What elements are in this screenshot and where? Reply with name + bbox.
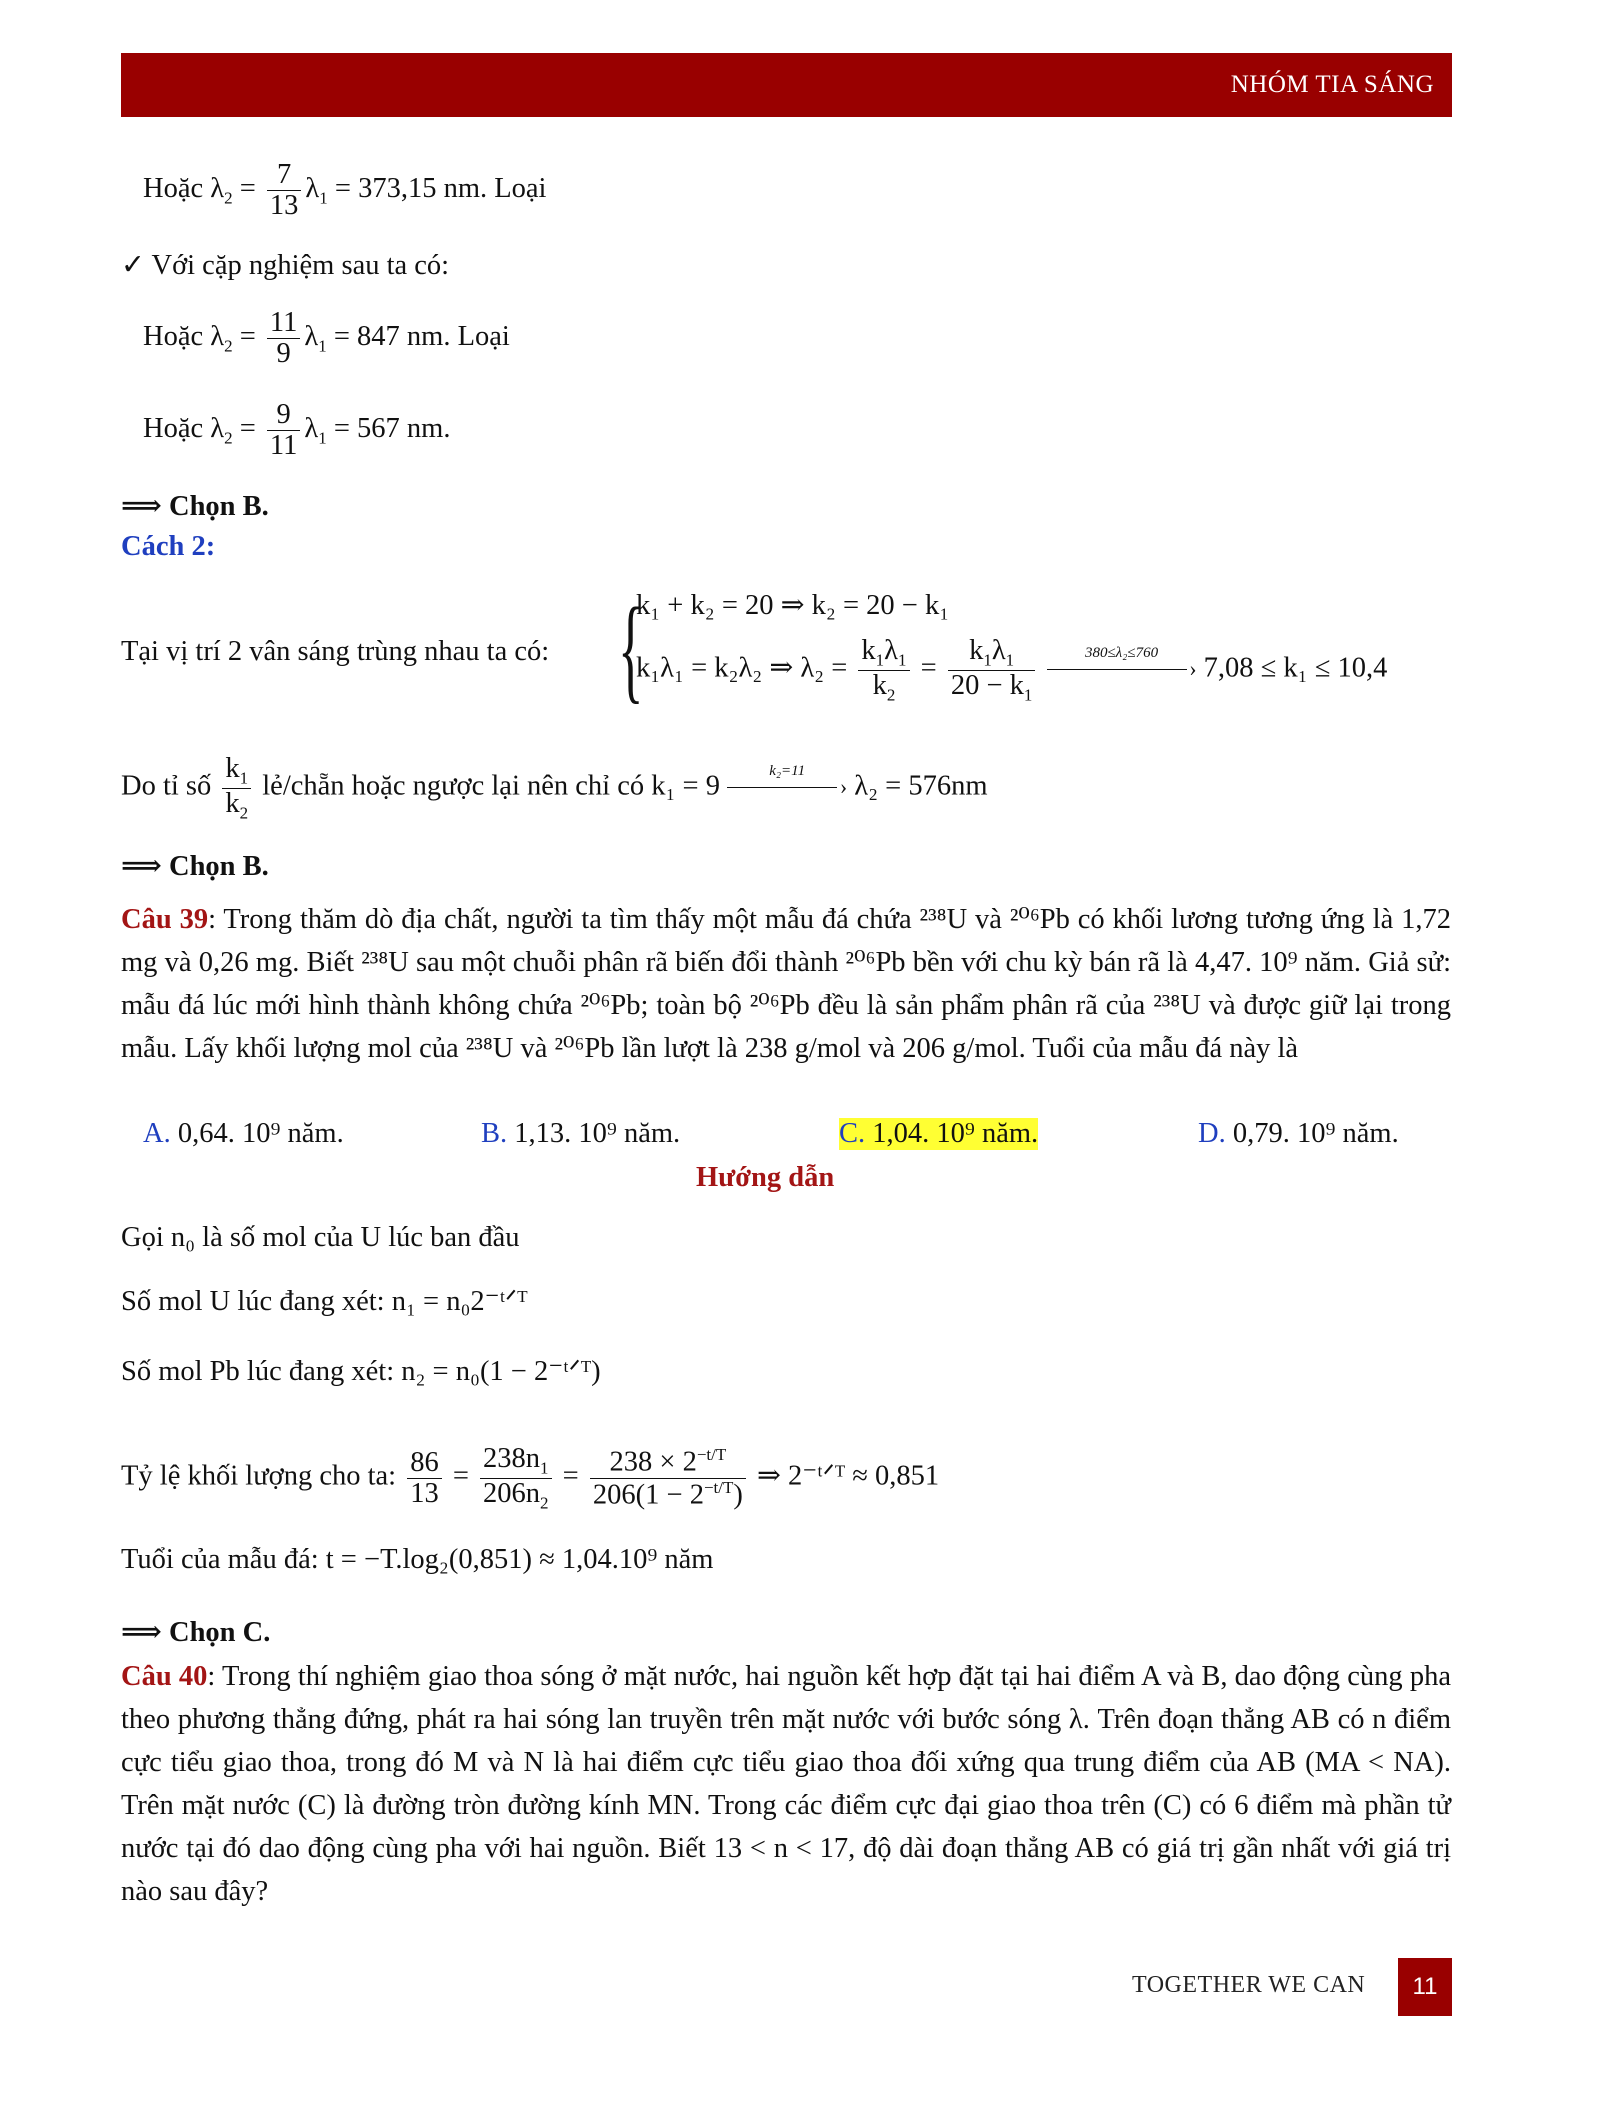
question-text: : Trong thăm dò địa chất, người ta tìm thấy một mẫu đá chứa ²³⁸U và ²⁰⁶Pb có khối lương tương ứng là 1,72 mg và 0,26 mg. Biết ²³⁸U sau một chuỗi phân rã biến đổi thành ²⁰⁶Pb bền với chu kỳ bán rã là 4,47. 10⁹ năm. Giả sử: mẫu đá lúc mới hình thành không chứa ²⁰⁶Pb; toàn bộ ²⁰⁶Pb đều là sản phẩm phân rã của ²³⁸U và được giữ lại trong mẫu. Lấy khối lượng mol của ²³⁸U và ²⁰⁶Pb lần lượt là 238 g/mol và 206 g/mol. Tuổi của mẫu đá này là [121, 904, 1451, 1064]
cach-2-heading: Cách 2: [121, 531, 216, 562]
arrow-condition: k₂=11 [769, 763, 806, 780]
option-key: C. [839, 1118, 866, 1149]
ratio-line [121, 754, 988, 822]
page-number: 11 [1398, 1958, 1452, 2016]
formula: $\lambda_2$ = $\frac{9}{11}$ $\lambda_1$ [210, 399, 327, 461]
question-text: : Trong thí nghiệm giao thoa sóng ở mặt nước, hai nguồn kết hợp đặt tại hai điểm A và B, dao động cùng pha theo phương thẳng đứng, phát ra hai sóng lan truyền trên mặt nước với bước sóng λ. Trên đoạn thẳng AB có n điểm cực tiểu giao thoa, trong đó M và N là hai điểm cực tiểu giao thoa đối xứng qua trung điểm của AB (MA < NA). Trên mặt nước (C) là đường tròn đường kính MN. Trong các điểm cực đại giao thoa trên (C) có 6 điểm mà phần tử nước tại đó dao động cùng pha với hai nguồn. Biết 13 < n < 17, độ dài đoạn thẳng AB có giá trị gần nhất với giá trị nào sau đây? [121, 1661, 1451, 1907]
option-text: 1,13. 10⁹ năm. [514, 1118, 681, 1149]
guide-math: ⇒ 2⁻ᵗᐟᵀ ≈ 0,851 [757, 1460, 940, 1492]
option-key: D. [1198, 1118, 1226, 1149]
ratio-arrow: k₂=11 › [727, 773, 847, 803]
guide-math: n₁ = n₀2⁻ᵗᐟᵀ [391, 1286, 528, 1317]
hoac-line-3 [143, 400, 450, 461]
hoac-label: Hoặc [143, 172, 204, 204]
question-39 [121, 898, 1451, 1070]
guide-line-5 [121, 1544, 713, 1576]
fraction: $\frac{238 \times 2^{-t/T}}{206(1 - 2^{-t/T})}$ [590, 1446, 746, 1510]
guide-math: n₂ = n₀(1 − 2⁻ᵗᐟᵀ) [401, 1356, 601, 1387]
formula-result: = 373,15 nm. Loại [334, 172, 547, 204]
chon-b-2: ⟹ Chọn B. [121, 851, 269, 882]
guide-title: Hướng dẫn [696, 1162, 835, 1193]
formula: $\lambda_2$ = $\frac{7}{13}$ $\lambda_1$ [210, 159, 328, 221]
guide-line-4: Tỷ lệ khối lượng cho ta: $\frac{86}{13}$ = $\frac{238n_1}{206n_2}$ = $\frac{238 \times 2^{-t/T}}{206(1 - 2^{-t/T})}$ ⇒ 2⁻ᵗᐟᵀ ≈ 0,851 [121, 1443, 940, 1513]
hoac-line-2 [143, 308, 510, 369]
option-text: 0,79. 10⁹ năm. [1232, 1118, 1399, 1149]
option-text: 0,64. 10⁹ năm. [177, 1118, 344, 1149]
question-label: Câu 39 [121, 904, 209, 935]
guide-line-3 [121, 1354, 601, 1388]
fraction: $\frac{238n_1}{206n_2}$ [480, 1444, 552, 1512]
conditional-arrow: 380≤λ₂≤760 › [1047, 655, 1197, 685]
option-text: 1,04. 10⁹ năm. [872, 1118, 1039, 1149]
option-d [1198, 1118, 1399, 1150]
option-key: B. [481, 1118, 508, 1149]
system-eq-2: k₁λ₁ = k₂λ₂ ⇒ λ₂ = $\frac{k_1\lambda_1}{k_2}$ = $\frac{k_1\lambda_1}{20 - k_1}$ 380≤λ₂≤760 › 7,08 ≤ k₁ ≤ 10,4 [636, 635, 1388, 705]
eq2-result: 7,08 ≤ k₁ ≤ 10,4 [1203, 652, 1388, 684]
guide-label: Tuổi của mẫu đá: [121, 1544, 319, 1575]
ratio-result: λ₂ = 576nm [854, 770, 988, 802]
guide-label: Số mol U lúc đang xét: [121, 1286, 385, 1317]
hoac-label: Hoặc [143, 320, 204, 352]
ratio-k1: k₁ = 9 [651, 770, 721, 802]
check-line: ✓ Với cặp nghiệm sau ta có: [121, 250, 450, 281]
chon-c: ⟹ Chọn C. [121, 1617, 271, 1648]
page-header [121, 53, 1452, 117]
tai-vi-tri-label: Tại vị trí 2 vân sáng trùng nhau ta có: [121, 636, 550, 667]
option-c-correct [839, 1118, 1038, 1150]
guide-line-1: Gọi n₀ là số mol của U lúc ban đầu [121, 1222, 520, 1253]
hoac-label: Hoặc [143, 412, 204, 444]
guide-label: Số mol Pb lúc đang xét: [121, 1356, 395, 1387]
formula-result: = 847 nm. Loại [333, 320, 510, 352]
ratio-pre: Do tỉ số [121, 770, 212, 802]
option-key: A. [143, 1118, 171, 1149]
option-a [143, 1118, 344, 1150]
fraction: $\frac{86}{13}$ [407, 1448, 442, 1509]
arrow-condition: 380≤λ₂≤760 [1084, 645, 1159, 662]
ratio-mid: lẻ/chẵn hoặc ngược lại nên chỉ có [262, 770, 645, 802]
hoac-line-1 [143, 160, 546, 221]
guide-math: t = −T.log₂(0,851) ≈ 1,04.10⁹ năm [325, 1544, 714, 1575]
fraction: $\frac{k_1\lambda_1}{k_2}$ [858, 636, 909, 704]
question-label: Câu 40 [121, 1661, 208, 1692]
eq2-left: k₁λ₁ = k₂λ₂ ⇒ λ₂ = [636, 652, 848, 684]
fraction: $\frac{k_1\lambda_1}{20 - k_1}$ [948, 636, 1036, 704]
question-40 [121, 1655, 1451, 1913]
footer-slogan: TOGETHER WE CAN [1132, 1972, 1366, 1998]
guide-line-2 [121, 1284, 528, 1318]
formula-result: = 567 nm. [333, 412, 451, 444]
header-title: NHÓM TIA SÁNG [1230, 71, 1434, 98]
guide-label: Tỷ lệ khối lượng cho ta: [121, 1460, 397, 1492]
chon-b-1: ⟹ Chọn B. [121, 491, 269, 522]
formula: $\lambda_2$ = $\frac{11}{9}$ $\lambda_1$ [210, 307, 327, 369]
ratio-fraction: $\frac{k_1}{k_2}$ [222, 754, 251, 822]
system-eq-1: k₁ + k₂ = 20 ⇒ k₂ = 20 − k₁ [636, 590, 950, 621]
option-b [481, 1118, 680, 1150]
system-brace: { [618, 583, 644, 714]
